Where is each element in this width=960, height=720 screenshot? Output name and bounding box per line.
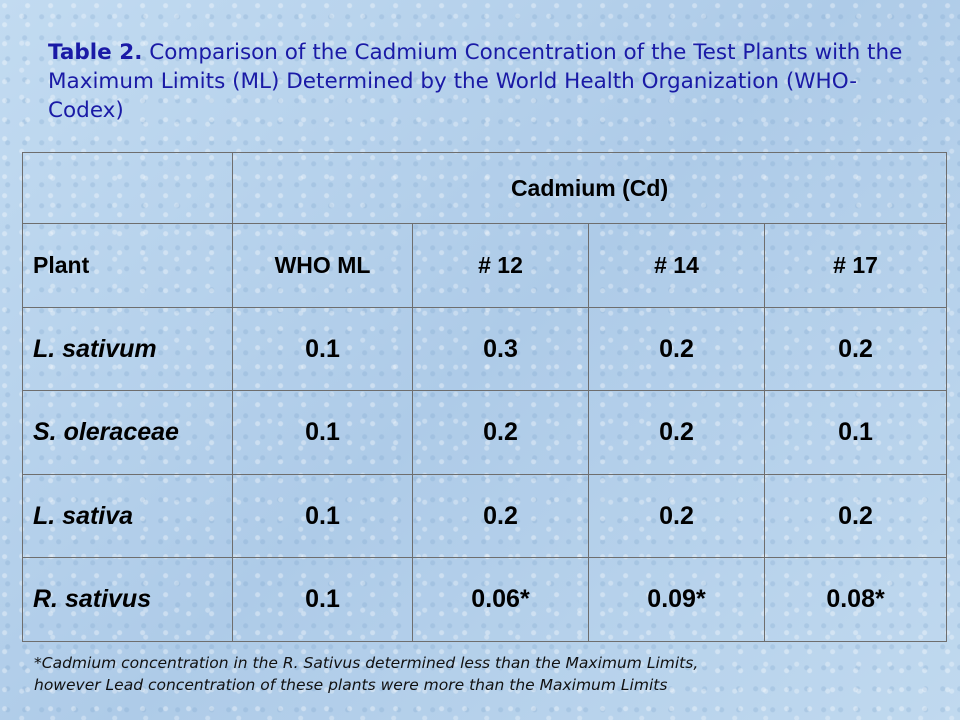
value-cell: 0.06* [413,558,589,642]
table-caption [48,38,928,125]
value-cell: 0.2 [765,474,947,558]
caption-text: Comparison of the Cadmium Concentration of the Test Plants with the Maximum Limits (ML) Determined by the World Health Organization (WHO-Codex) [48,40,903,123]
table-row [23,474,947,558]
plant-name-cell: L. sativa [23,474,233,558]
column-header-plant: Plant [23,224,233,308]
table-label: Table 2. [48,40,143,65]
plant-name-cell: S. oleraceae [23,391,233,475]
value-cell: 0.1 [233,558,413,642]
table-row [23,391,947,475]
value-cell: 0.1 [233,391,413,475]
value-cell: 0.1 [233,474,413,558]
column-header-14: # 14 [589,224,765,308]
table-group-header-row [23,153,947,224]
value-cell: 0.2 [589,391,765,475]
footnote-line-2: however Lead concentration of these plants were more than the Maximum Limits [34,676,668,694]
plant-name-cell: R. sativus [23,558,233,642]
value-cell: 0.2 [589,474,765,558]
empty-corner-cell [23,153,233,224]
value-cell: 0.2 [413,474,589,558]
value-cell: 0.2 [589,307,765,391]
value-cell: 0.2 [765,307,947,391]
value-cell: 0.1 [233,307,413,391]
value-cell: 0.2 [413,391,589,475]
table-footnote [34,652,934,696]
column-header-17: # 17 [765,224,947,308]
table-column-header-row [23,224,947,308]
table-row [23,558,947,642]
value-cell: 0.08* [765,558,947,642]
value-cell: 0.3 [413,307,589,391]
footnote-line-1: *Cadmium concentration in the R. Sativus determined less than the Maximum Limits, [34,654,699,672]
column-header-who-ml: WHO ML [233,224,413,308]
value-cell: 0.09* [589,558,765,642]
group-header-cadmium: Cadmium (Cd) [233,153,947,224]
column-header-12: # 12 [413,224,589,308]
cadmium-table [22,152,947,642]
value-cell: 0.1 [765,391,947,475]
table-row [23,307,947,391]
plant-name-cell: L. sativum [23,307,233,391]
